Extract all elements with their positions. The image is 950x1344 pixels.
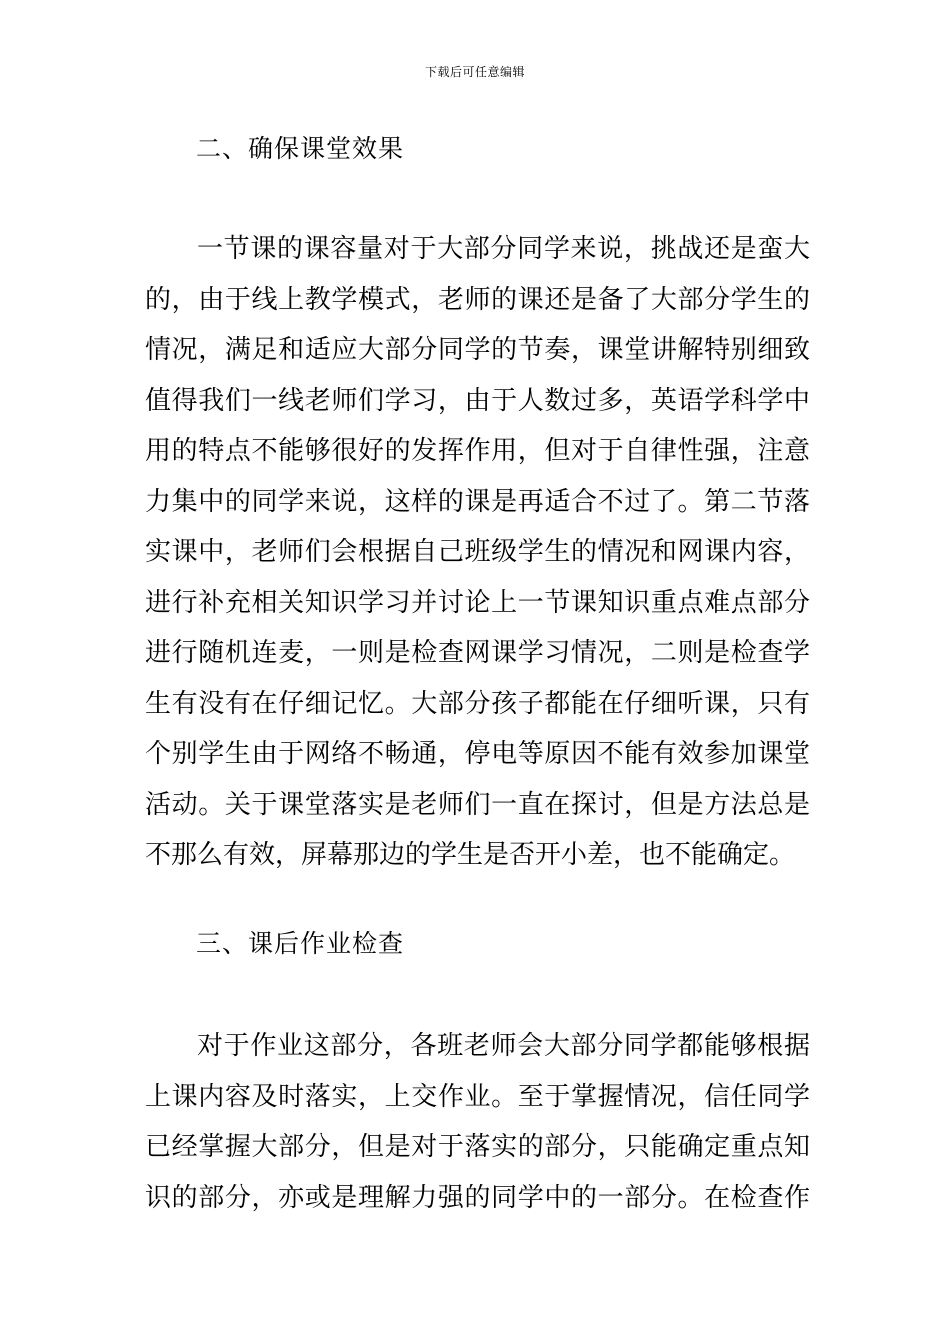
paragraph-line: 情况，满足和适应大部分同学的节奏，课堂讲解特别细致 [145, 335, 810, 365]
paragraph-line: 进行补充相关知识学习并讨论上一节课知识重点难点部分 [145, 587, 810, 618]
section-heading-2: 二、确保课堂效果 [196, 134, 405, 163]
paragraph-line: 实课中，老师们会根据自己班级学生的情况和网课内容， [145, 537, 810, 567]
paragraph-line: 不那么有效，屏幕那边的学生是否开小差，也不能确定。 [145, 840, 796, 870]
paragraph-line: 个别学生由于网络不畅通，停电等原因不能有效参加课堂 [145, 739, 810, 769]
paragraph-line: 进行随机连麦，一则是检查网课学习情况，二则是检查学 [145, 638, 810, 668]
paragraph-line: 用的特点不能够很好的发挥作用，但对于自律性强，注意 [145, 436, 810, 466]
paragraph-line: 力集中的同学来说，这样的课是再适合不过了。第二节落 [145, 486, 810, 517]
page-header: 下载后可任意编辑 [424, 65, 525, 79]
paragraph-line: 的，由于线上教学模式，老师的课还是备了大部分学生的 [145, 284, 810, 315]
section-heading-3: 三、课后作业检查 [196, 929, 405, 958]
paragraph-classroom-effect [145, 224, 810, 881]
paragraph-line: 对于作业这部分，各班老师会大部分同学都能够根据 [197, 1031, 810, 1061]
paragraph-line: 生有没有在仔细记忆。大部分孩子都能在仔细听课，只有 [145, 688, 810, 719]
paragraph-line: 一节课的课容量对于大部分同学来说，挑战还是蛮大 [197, 234, 810, 264]
paragraph-line: 上课内容及时落实，上交作业。至于掌握情况，信任同学 [145, 1081, 810, 1112]
paragraph-line: 已经掌握大部分，但是对于落实的部分，只能确定重点知 [145, 1132, 810, 1162]
paragraph-line: 识的部分，亦或是理解力强的同学中的一部分。在检查作 [145, 1182, 810, 1213]
paragraph-homework-check [145, 1021, 810, 1223]
paragraph-line: 值得我们一线老师们学习，由于人数过多，英语学科学中 [145, 385, 810, 416]
paragraph-line: 活动。关于课堂落实是老师们一直在探讨，但是方法总是 [145, 789, 810, 820]
